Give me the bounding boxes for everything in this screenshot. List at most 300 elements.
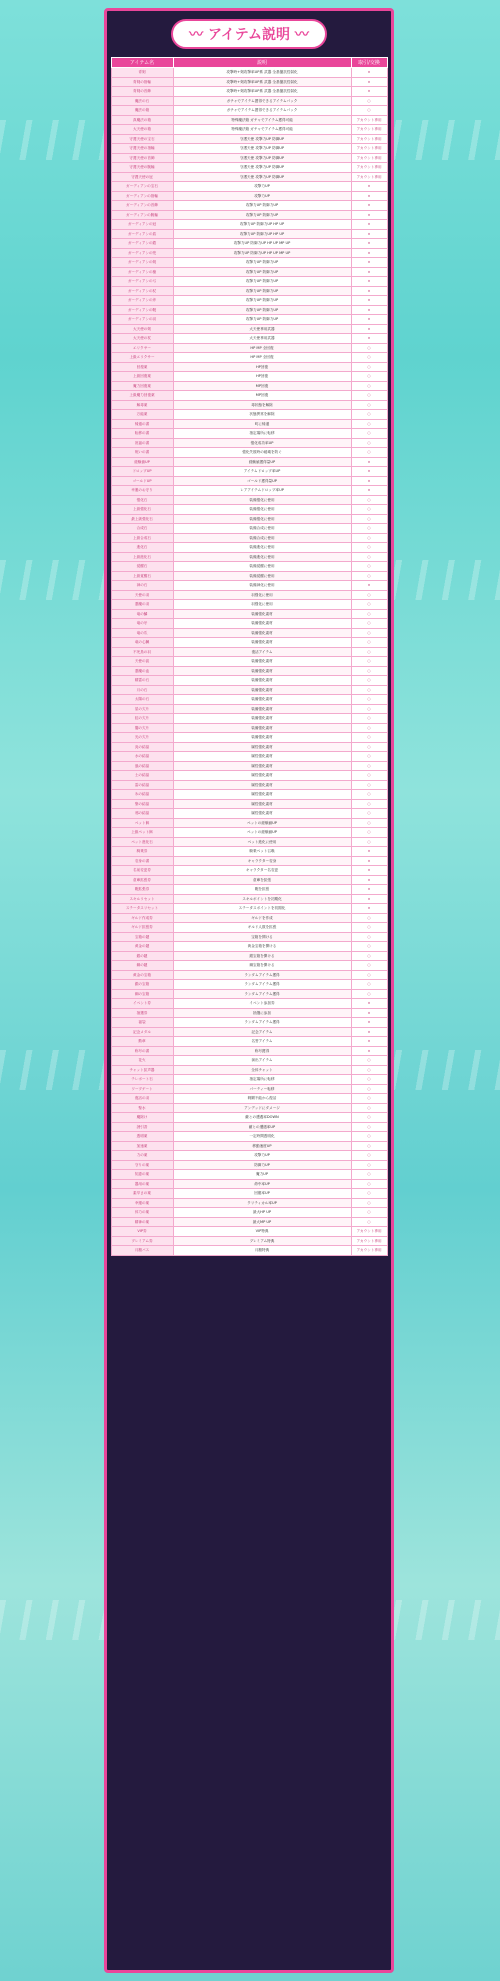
table-row <box>111 391 387 401</box>
item-name-cell: 竜の鱗 <box>111 609 173 619</box>
item-description-cell: MP回復 <box>173 381 351 391</box>
table-row <box>111 733 387 743</box>
item-description-cell: ギルドを作成 <box>173 913 351 923</box>
item-description-cell: ランダムアイテム獲得 <box>173 970 351 980</box>
item-trade-cell: ○ <box>351 1189 387 1199</box>
item-trade-cell: ○ <box>351 96 387 106</box>
item-trade-cell: ○ <box>351 381 387 391</box>
item-description-cell: 攻撃力UP 防御力UP <box>173 315 351 325</box>
item-trade-cell: ○ <box>351 609 387 619</box>
table-row <box>111 837 387 847</box>
item-name-cell: 呪いの書 <box>111 448 173 458</box>
item-trade-cell: アカウント専用 <box>351 163 387 173</box>
item-description-cell: 倉庫を拡張 <box>173 875 351 885</box>
table-row <box>111 951 387 961</box>
item-name-cell: ガーディアンの腕輪 <box>111 210 173 220</box>
table-row <box>111 780 387 790</box>
table-row <box>111 1046 387 1056</box>
item-description-cell: 攻撃時+剣攻撃率UP系 武器 全基盤抗性弱化 <box>173 77 351 87</box>
table-row <box>111 1208 387 1218</box>
item-name-cell: 勲章 <box>111 1037 173 1047</box>
item-name-cell: 精霊の石 <box>111 676 173 686</box>
item-description-cell: ランダムアイテム獲得 <box>173 1018 351 1028</box>
item-trade-cell: アカウント専用 <box>351 1246 387 1256</box>
item-description-cell: 強化失敗時の破壊を防ぐ <box>173 448 351 458</box>
table-row <box>111 866 387 876</box>
item-description-cell: 属性強化素材 <box>173 780 351 790</box>
item-description-cell: 攻撃力UP <box>173 1151 351 1161</box>
item-name-cell: 青剣の指輪 <box>111 77 173 87</box>
item-description-cell: 装備合成に使用 <box>173 533 351 543</box>
item-trade-cell: アカウント専用 <box>351 134 387 144</box>
item-description-cell: 攻撃力UP 防御力UP <box>173 305 351 315</box>
table-row <box>111 172 387 182</box>
item-trade-cell: × <box>351 875 387 885</box>
item-trade-cell: × <box>351 894 387 904</box>
table-row <box>111 315 387 325</box>
item-description-cell: 銀宝箱を開ける <box>173 951 351 961</box>
item-trade-cell: ○ <box>351 942 387 952</box>
item-name-cell: 上級強化石 <box>111 505 173 515</box>
item-trade-cell: ○ <box>351 932 387 942</box>
table-row <box>111 980 387 990</box>
item-name-cell: 加速薬 <box>111 1141 173 1151</box>
item-description-cell: 属性強化素材 <box>173 742 351 752</box>
item-name-cell: 大天使の杖 <box>111 334 173 344</box>
item-name-cell: 銅の宝箱 <box>111 989 173 999</box>
item-name-cell: 土の結晶 <box>111 771 173 781</box>
table-row <box>111 229 387 239</box>
item-trade-cell: ○ <box>351 438 387 448</box>
table-row <box>111 248 387 258</box>
item-trade-cell: ○ <box>351 1122 387 1132</box>
item-description-cell: 指定場所に転移 <box>173 429 351 439</box>
item-description-cell: 魔力UP <box>173 1170 351 1180</box>
item-trade-cell: ○ <box>351 1208 387 1218</box>
table-row <box>111 343 387 353</box>
item-name-cell: 転移の書 <box>111 429 173 439</box>
item-name-cell: 神の石 <box>111 581 173 591</box>
table-row <box>111 239 387 249</box>
item-description-cell: ステータスポイントを初期化 <box>173 904 351 914</box>
table-row <box>111 1141 387 1151</box>
table-row <box>111 989 387 999</box>
table-row <box>111 581 387 591</box>
item-trade-cell: ○ <box>351 619 387 629</box>
item-description-cell: 装備強化素材 <box>173 704 351 714</box>
item-description-cell: 装備強化素材 <box>173 733 351 743</box>
item-name-cell: 倉庫拡張券 <box>111 875 173 885</box>
table-row <box>111 115 387 125</box>
item-trade-cell: × <box>351 239 387 249</box>
item-trade-cell: × <box>351 1008 387 1018</box>
item-name-cell: 記念メダル <box>111 1027 173 1037</box>
table-row <box>111 818 387 828</box>
item-description-cell: 大天使専用武器 <box>173 324 351 334</box>
item-description-cell: 装備強化素材 <box>173 657 351 667</box>
item-trade-cell: ○ <box>351 761 387 771</box>
item-trade-cell: ○ <box>351 961 387 971</box>
item-name-cell: 銀の宝箱 <box>111 980 173 990</box>
item-description-cell: キャラクター変身 <box>173 856 351 866</box>
item-trade-cell: × <box>351 334 387 344</box>
item-description-cell: アンデッドにダメージ <box>173 1103 351 1113</box>
item-name-cell: 闇の欠片 <box>111 723 173 733</box>
item-description-cell: 属性強化素材 <box>173 761 351 771</box>
item-description-cell: 属性強化素材 <box>173 752 351 762</box>
table-row <box>111 144 387 154</box>
table-row <box>111 999 387 1009</box>
item-description-cell: HP MP 全回復 <box>173 353 351 363</box>
item-trade-cell: × <box>351 305 387 315</box>
item-description-cell: 攻撃力UP 防御力UP <box>173 210 351 220</box>
item-description-cell: 指定場所に転移 <box>173 1075 351 1085</box>
table-row <box>111 201 387 211</box>
item-description-cell: MP回復 <box>173 391 351 401</box>
item-description-cell: 守護天使 攻撃力UP 防御UP <box>173 153 351 163</box>
table-row <box>111 752 387 762</box>
item-description-cell: 経験値獲得量UP <box>173 457 351 467</box>
item-name-cell: 守護天使の指輪 <box>111 144 173 154</box>
item-name-cell: 魔力回復薬 <box>111 381 173 391</box>
item-name-cell: 黄金の鍵 <box>111 942 173 952</box>
item-name-cell: 月の石 <box>111 685 173 695</box>
item-trade-cell: × <box>351 1018 387 1028</box>
item-description-cell: ランダムアイテム獲得 <box>173 989 351 999</box>
table-row <box>111 457 387 467</box>
table-row <box>111 533 387 543</box>
item-trade-cell: ○ <box>351 429 387 439</box>
item-description-cell: イベント参加券 <box>173 999 351 1009</box>
table-row <box>111 666 387 676</box>
item-description-cell: 守護天使 攻撃力UP 防御UP <box>173 163 351 173</box>
title-bar <box>107 11 391 57</box>
table-row <box>111 258 387 268</box>
table-row <box>111 505 387 515</box>
item-description-cell: 敵との遭遇率DOWN <box>173 1113 351 1123</box>
table-row <box>111 106 387 116</box>
item-name-cell: 魔法の石 <box>111 96 173 106</box>
item-name-cell: 強化石 <box>111 495 173 505</box>
item-description-cell: 属性強化素材 <box>173 799 351 809</box>
table-row <box>111 562 387 572</box>
table-row <box>111 1236 387 1246</box>
item-name-cell: 称号の書 <box>111 1046 173 1056</box>
item-description-cell: 移動速度UP <box>173 1141 351 1151</box>
item-trade-cell: アカウント専用 <box>351 1227 387 1237</box>
item-description-cell: 属性強化素材 <box>173 809 351 819</box>
item-trade-cell: ○ <box>351 524 387 534</box>
item-description-cell: 戦闘不能から復活 <box>173 1094 351 1104</box>
item-trade-cell: ○ <box>351 391 387 401</box>
item-trade-cell: ○ <box>351 695 387 705</box>
item-name-cell: ギルド拡張券 <box>111 923 173 933</box>
item-trade-cell: × <box>351 476 387 486</box>
item-trade-cell: ○ <box>351 923 387 933</box>
item-description-cell: 羽強化に使用 <box>173 600 351 610</box>
item-name-cell: VIP券 <box>111 1227 173 1237</box>
item-trade-cell: ○ <box>351 714 387 724</box>
item-name-cell: 竜の牙 <box>111 619 173 629</box>
table-row <box>111 429 387 439</box>
item-name-cell: 解毒薬 <box>111 400 173 410</box>
table-row <box>111 647 387 657</box>
item-trade-cell: ○ <box>351 628 387 638</box>
item-name-cell: 真魔法の箱 <box>111 115 173 125</box>
item-description-cell: 特殊魔法箱 ガチャでアイテム獲得可能 <box>173 125 351 135</box>
item-trade-cell: ○ <box>351 410 387 420</box>
table-row <box>111 809 387 819</box>
item-name-cell: 銅の鍵 <box>111 961 173 971</box>
item-name-cell: 最上級強化石 <box>111 514 173 524</box>
item-name-cell: ガーディアンの槍 <box>111 267 173 277</box>
item-trade-cell: ○ <box>351 799 387 809</box>
item-trade-cell: ○ <box>351 970 387 980</box>
item-trade-cell: ○ <box>351 1113 387 1123</box>
table-row <box>111 77 387 87</box>
item-name-cell: 変身の書 <box>111 856 173 866</box>
item-trade-cell: × <box>351 277 387 287</box>
item-description-cell: 攻撃時+剣攻撃率UP系 武器 全基盤抗性弱化 <box>173 68 351 78</box>
table-row <box>111 771 387 781</box>
table-row <box>111 657 387 667</box>
item-description-cell: 守護天使 攻撃力UP 防御UP <box>173 144 351 154</box>
table-row <box>111 714 387 724</box>
item-description-cell: 攻撃力UP 防御力UP HP UP <box>173 229 351 239</box>
item-description-cell: 装備覚醒に使用 <box>173 562 351 572</box>
item-trade-cell: × <box>351 457 387 467</box>
table-row <box>111 514 387 524</box>
item-description-cell: 記念アイテム <box>173 1027 351 1037</box>
item-name-cell: ガーディアンの靴 <box>111 305 173 315</box>
item-name-cell: 上級進化石 <box>111 552 173 562</box>
item-trade-cell: アカウント専用 <box>351 172 387 182</box>
item-name-cell: 幸運の薬 <box>111 1198 173 1208</box>
item-name-cell: ガーディアンの指輪 <box>111 191 173 201</box>
item-trade-cell: ○ <box>351 571 387 581</box>
table-row <box>111 296 387 306</box>
table-row <box>111 638 387 648</box>
item-description-cell: 守護天使 攻撃力UP 防御UP <box>173 172 351 182</box>
item-description-cell: 命中率UP <box>173 1179 351 1189</box>
item-description-cell: ガチャでアイテム獲得できるアイテムパック <box>173 106 351 116</box>
item-description-cell: 鞄を拡張 <box>173 885 351 895</box>
table-row <box>111 87 387 97</box>
item-trade-cell: ○ <box>351 495 387 505</box>
item-description-cell: 装備強化素材 <box>173 666 351 676</box>
item-description-cell: 装備強化素材 <box>173 609 351 619</box>
item-trade-cell: ○ <box>351 362 387 372</box>
item-trade-cell: × <box>351 581 387 591</box>
item-name-cell: 上級覚醒石 <box>111 571 173 581</box>
table-row <box>111 847 387 857</box>
item-description-cell: 月額特典 <box>173 1246 351 1256</box>
table-row <box>111 324 387 334</box>
item-description-cell: レアアイテムドロップ率UP <box>173 486 351 496</box>
table-row <box>111 1179 387 1189</box>
item-trade-cell: × <box>351 904 387 914</box>
item-name-cell: 天使の涙 <box>111 657 173 667</box>
item-name-cell: 光の欠片 <box>111 733 173 743</box>
table-row <box>111 220 387 230</box>
table-row <box>111 742 387 752</box>
table-row <box>111 400 387 410</box>
table-row <box>111 210 387 220</box>
item-description-cell: 攻撃力UP 防御力UP <box>173 296 351 306</box>
item-description-cell: 羽強化に使用 <box>173 590 351 600</box>
item-name-cell: ペット餌 <box>111 818 173 828</box>
item-description-cell: ガチャでアイテム獲得できるアイテムパック <box>173 96 351 106</box>
item-description-cell: 回避率UP <box>173 1189 351 1199</box>
item-trade-cell: ○ <box>351 752 387 762</box>
item-trade-cell: × <box>351 856 387 866</box>
item-name-cell: 上級魔力回復薬 <box>111 391 173 401</box>
item-description-cell: HP MP 全回復 <box>173 343 351 353</box>
item-name-cell: 悪魔の血 <box>111 666 173 676</box>
item-description-cell: 状態異常を解除 <box>173 410 351 420</box>
item-name-cell: 名前変更券 <box>111 866 173 876</box>
item-name-cell: 大天使の剣 <box>111 324 173 334</box>
item-name-cell: ワープゲート <box>111 1084 173 1094</box>
item-description-cell: 攻撃力UP <box>173 191 351 201</box>
item-description-cell: ペット進化に使用 <box>173 837 351 847</box>
item-description-cell: 全体チャット <box>173 1065 351 1075</box>
item-trade-cell: × <box>351 77 387 87</box>
item-name-cell: 覚醒石 <box>111 562 173 572</box>
item-trade-cell: ○ <box>351 685 387 695</box>
item-trade-cell: ○ <box>351 913 387 923</box>
item-name-cell: 氷の結晶 <box>111 790 173 800</box>
table-row <box>111 1160 387 1170</box>
item-trade-cell: ○ <box>351 790 387 800</box>
item-name-cell: 経験値UP <box>111 457 173 467</box>
table-row <box>111 267 387 277</box>
header-item-name: アイテム名 <box>111 58 173 68</box>
item-description-cell: アイテムドロップ率UP <box>173 467 351 477</box>
item-trade-cell: ○ <box>351 1075 387 1085</box>
item-name-cell: ガーディアンの冠 <box>111 220 173 230</box>
item-trade-cell: ○ <box>351 638 387 648</box>
item-trade-cell: ○ <box>351 742 387 752</box>
item-name-cell: 合成石 <box>111 524 173 534</box>
item-name-cell: 聖水 <box>111 1103 173 1113</box>
table-row <box>111 970 387 980</box>
item-name-cell: 知恵の薬 <box>111 1170 173 1180</box>
item-name-cell: 力の薬 <box>111 1151 173 1161</box>
table-row <box>111 381 387 391</box>
item-name-cell: 騎乗券 <box>111 847 173 857</box>
table-header-row <box>111 58 387 68</box>
table-row <box>111 1122 387 1132</box>
table-row <box>111 790 387 800</box>
item-description-cell: VIP特典 <box>173 1227 351 1237</box>
item-name-cell: 上級エリクサー <box>111 353 173 363</box>
item-name-cell: 竜の心臓 <box>111 638 173 648</box>
item-name-cell: 守護天使の冠 <box>111 172 173 182</box>
item-trade-cell: × <box>351 315 387 325</box>
item-description-cell: 攻撃力UP 防御力UP HP UP <box>173 220 351 230</box>
item-description-cell: 町に帰還 <box>173 419 351 429</box>
item-description-cell: 攻撃力UP 防御力UP <box>173 277 351 287</box>
item-name-cell: 炎の結晶 <box>111 742 173 752</box>
item-name-cell: 不死鳥の羽 <box>111 647 173 657</box>
item-name-cell: 守りの薬 <box>111 1160 173 1170</box>
item-description-cell: 騎乗ペット召喚 <box>173 847 351 857</box>
item-trade-cell: ○ <box>351 533 387 543</box>
item-name-cell: 花火 <box>111 1056 173 1066</box>
item-trade-cell: ○ <box>351 372 387 382</box>
table-row <box>111 543 387 553</box>
item-name-cell: 魔法の箱 <box>111 106 173 116</box>
item-name-cell: 守護天使の宝石 <box>111 134 173 144</box>
table-row <box>111 353 387 363</box>
item-trade-cell: ○ <box>351 106 387 116</box>
table-row <box>111 305 387 315</box>
item-name-cell: 復活の羽 <box>111 1094 173 1104</box>
table-row <box>111 286 387 296</box>
item-trade-cell: アカウント専用 <box>351 115 387 125</box>
table-row <box>111 1008 387 1018</box>
item-name-cell: 素早さの薬 <box>111 1189 173 1199</box>
item-trade-cell: ○ <box>351 1217 387 1227</box>
item-trade-cell: ○ <box>351 1132 387 1142</box>
item-trade-cell: ○ <box>351 562 387 572</box>
table-row <box>111 723 387 733</box>
table-row <box>111 1094 387 1104</box>
table-row <box>111 125 387 135</box>
item-trade-cell: ○ <box>351 837 387 847</box>
item-trade-cell: ○ <box>351 590 387 600</box>
item-name-cell: ガーディアンの兜 <box>111 248 173 258</box>
item-name-cell: 抽選券 <box>111 1008 173 1018</box>
table-row <box>111 68 387 78</box>
item-name-cell: 福袋 <box>111 1018 173 1028</box>
item-trade-cell: × <box>351 847 387 857</box>
item-trade-cell: ○ <box>351 343 387 353</box>
table-row <box>111 932 387 942</box>
item-name-cell: 守護天使の腕輪 <box>111 163 173 173</box>
item-trade-cell: × <box>351 201 387 211</box>
item-name-cell: ゴールドUP <box>111 476 173 486</box>
table-row <box>111 1075 387 1085</box>
item-name-cell: ドロップUP <box>111 467 173 477</box>
table-row <box>111 761 387 771</box>
item-name-cell: 邪の結晶 <box>111 809 173 819</box>
table-row <box>111 552 387 562</box>
item-name-cell: テレポート石 <box>111 1075 173 1085</box>
item-trade-cell: アカウント専用 <box>351 1236 387 1246</box>
item-name-cell: 青剣の首飾 <box>111 87 173 97</box>
item-description-cell: 装備進化に使用 <box>173 543 351 553</box>
table-row <box>111 134 387 144</box>
item-description-cell: 属性強化素材 <box>173 790 351 800</box>
item-description-cell: ペットの経験値UP <box>173 828 351 838</box>
item-name-cell: 透明薬 <box>111 1132 173 1142</box>
table-row <box>111 695 387 705</box>
item-trade-cell: ○ <box>351 989 387 999</box>
item-description-cell: ゴールド獲得量UP <box>173 476 351 486</box>
table-row <box>111 1084 387 1094</box>
item-name-cell: 魔除け <box>111 1113 173 1123</box>
table-row <box>111 486 387 496</box>
table-row <box>111 571 387 581</box>
item-description-cell: HP回復 <box>173 372 351 382</box>
item-trade-cell: ○ <box>351 733 387 743</box>
item-description-cell: 毒状態を解除 <box>173 400 351 410</box>
table-row <box>111 467 387 477</box>
item-trade-cell: ○ <box>351 647 387 657</box>
item-description-cell: ランダムアイテム獲得 <box>173 980 351 990</box>
